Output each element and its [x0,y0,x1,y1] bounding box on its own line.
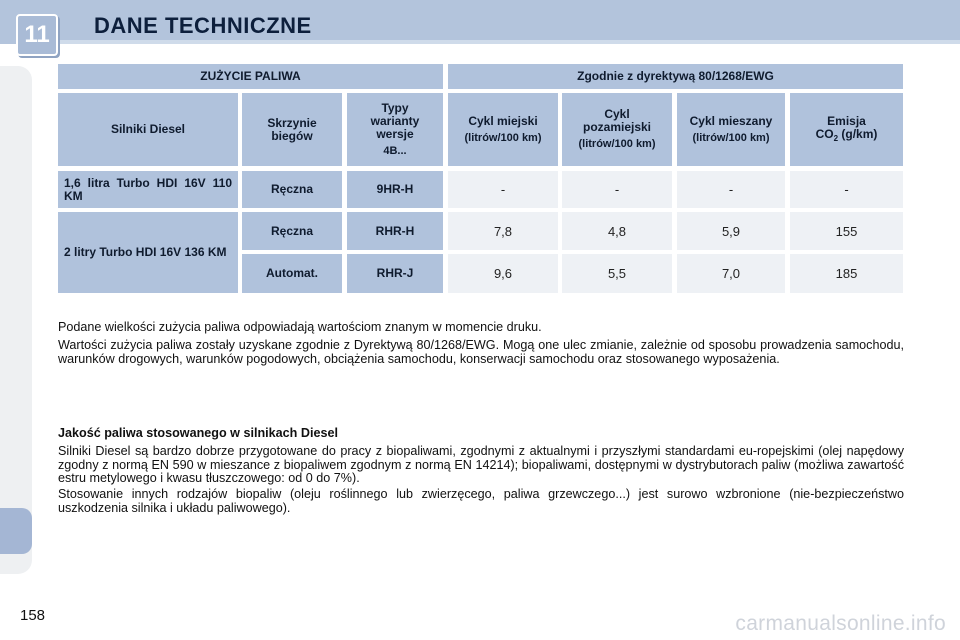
table-row-2-urban: 7,8 [448,212,558,250]
col-header-co2-label: Emisja [827,113,866,128]
paragraph-biofuels: Silniki Diesel są bardzo dobrze przygotowane do pracy z biopaliwami, zgodnymi z aktualnymi i przyszłymi standardami eu-ropejskimi (olej napędowy zgodny z normą EN 590 w mieszance z biopaliwem zgodnym z normą EN 14214); biopaliwami, dostępnymi w dystrybutorach paliw (możliwa zawartość estru metylowego i kwasu tłuszczowego: od 0 do 7%). [58,444,904,485]
group-header-consumption: ZUŻYCIE PALIWA [58,64,443,89]
table-row-1-mixed: - [677,171,785,208]
col-header-urban-label: Cykl miejski [468,113,538,128]
paragraph-biofuels-warning: Stosowanie innych rodzajów biopaliw (oleju roślinnego lub zwierzęcego, paliwa grzewczego...) jest surowo wzbronione (nie-bezpieczeństwo uszkodzenia silnika i układu paliwowego). [58,487,904,515]
col-header-engine: Silniki Diesel [58,93,238,166]
co2-unit: (g/km) [838,126,878,141]
engine-label-1: 1,6 litra Turbo HDI 16V 110 KM [64,175,232,203]
table-row-1-urban: - [448,171,558,208]
col-header-urban-unit: (litrów/100 km) [464,131,542,144]
table-row-3-co2: 185 [790,254,903,293]
table-row-2-co2: 155 [790,212,903,250]
page-title: DANE TECHNICZNE [94,13,312,38]
col-header-type-sub: 4B... [383,144,407,157]
co2-formula: CO [815,126,834,141]
col-header-extra-urban [562,93,672,166]
table-row-1-co2: - [790,171,903,208]
col-header-type-label: Typy warianty wersje [370,100,420,141]
col-header-extra-unit: (litrów/100 km) [578,138,656,150]
engine-label-2: 2 litry Turbo HDI 16V 136 KM [64,245,227,259]
page-number: 158 [20,607,46,624]
chapter-badge: 11 [16,14,58,56]
paragraph-print-note: Podane wielkości zużycia paliwa odpowiadają wartościom znanym w momencie druku. [58,320,542,334]
table-row-2-extra: 4,8 [562,212,672,250]
col-header-gearbox: Skrzynie biegów [242,93,342,166]
table-row-1-type: 9HR-H [347,171,443,208]
table-row-1-extra: - [562,171,672,208]
col-header-co2 [790,93,903,166]
table-row-2-mixed: 5,9 [677,212,785,250]
chapter-tab [0,508,32,554]
col-header-mixed-unit: (litrów/100 km) [692,131,770,144]
watermark: carmanualsonline.info [735,612,946,635]
engine-cell-1 [58,171,238,208]
col-header-co2-unit [816,128,878,145]
table-row-3-extra: 5,5 [562,254,672,293]
col-header-mixed [677,93,785,166]
table-row-2-gearbox: Ręczna [242,212,342,250]
co2-subscript: 2 [833,133,839,143]
table-row-3-type: RHR-J [347,254,443,293]
engine-cell-2 [58,212,238,293]
paragraph-directive-note: Wartości zużycia paliwa zostały uzyskane zgodnie z Dyrektywą 80/1268/EWG. Mogą one ulec zmianie, zależnie od sposobu prowadzenia samochodu, warunków drogowych, warunków pogodowych, obciążenia samochodu, konserwacji samochodu oraz stosowanego wyposażenia. [58,338,904,366]
table-row-2-type: RHR-H [347,212,443,250]
header-underline [60,40,960,44]
table-row-3-mixed: 7,0 [677,254,785,293]
col-header-mixed-label: Cykl mieszany [689,113,773,128]
left-margin-rail [0,66,32,574]
table-row-3-urban: 9,6 [448,254,558,293]
table-row-3-gearbox: Automat. [242,254,342,293]
group-header-directive: Zgodnie z dyrektywą 80/1268/EWG [448,64,903,89]
col-header-type [347,93,443,166]
col-header-urban [448,93,558,166]
table-row-1-gearbox: Ręczna [242,171,342,208]
col-header-extra-label: Cykl pozamiejski [582,107,652,134]
section-title-fuel-quality: Jakość paliwa stosowanego w silnikach Diesel [58,426,338,440]
